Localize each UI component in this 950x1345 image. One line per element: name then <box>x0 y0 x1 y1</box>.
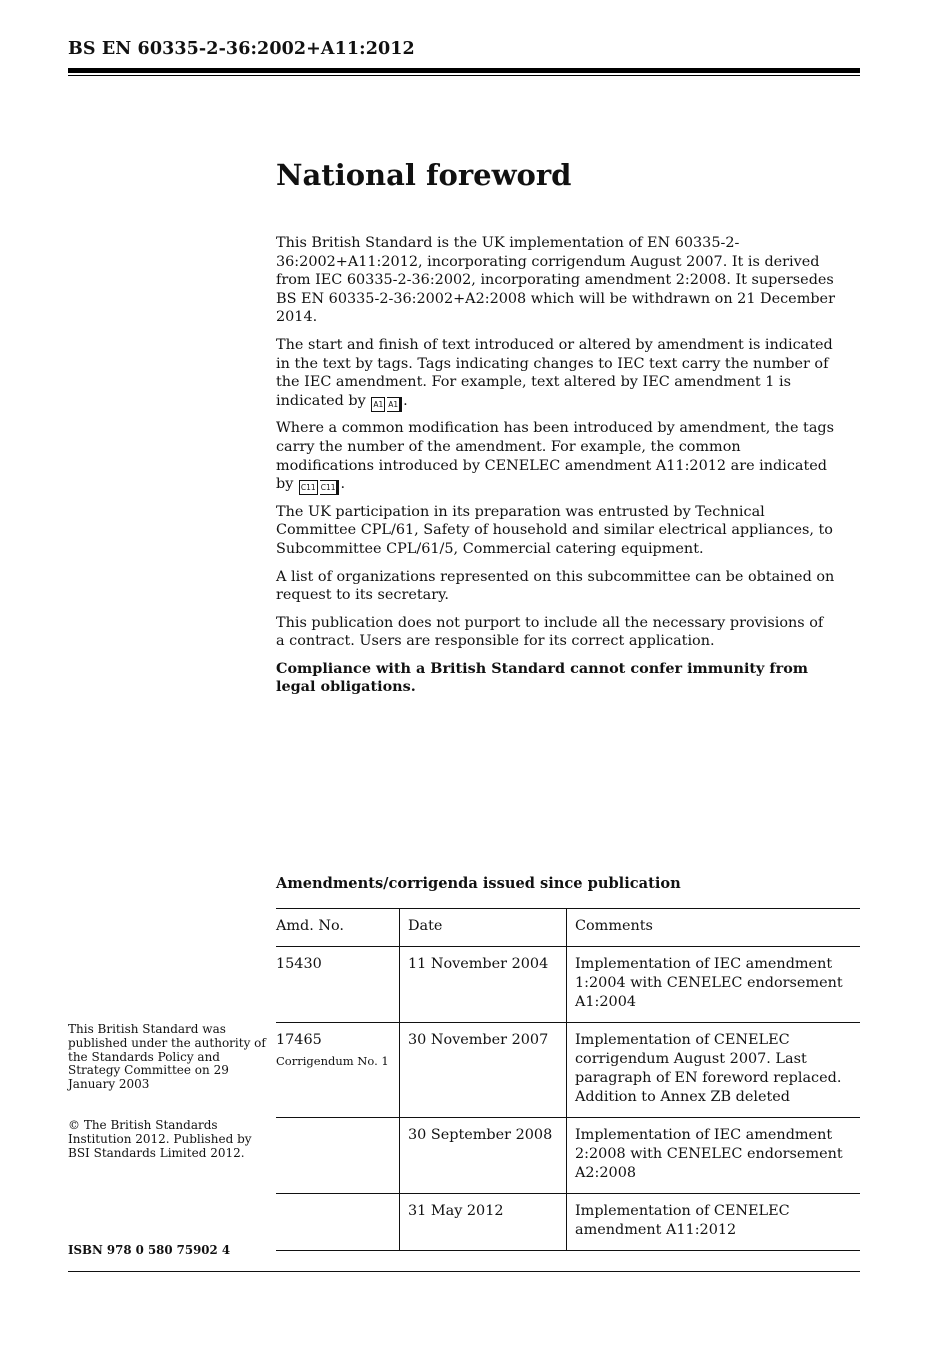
header-comments: Comments <box>567 909 861 947</box>
cell-date: 30 September 2008 <box>400 1118 567 1194</box>
table-header-row <box>276 909 860 947</box>
table-row <box>276 1194 860 1251</box>
paragraph-7-compliance: Compliance with a British Standard cannot confer immunity from legal obligations. <box>276 659 809 696</box>
paragraph-2-text: The start and finish of text introduced or altered by amendment is indicated in the text by tags. Tags indicating changes to IEC text carry the number of the IEC amendment. For example, text altered by IEC amendment 1 is indicated by <box>276 336 833 409</box>
cell-comments: Implementation of CENELEC amendment A11:2012 <box>567 1194 861 1251</box>
header-rule-thin <box>68 75 860 76</box>
standard-number-header: BS EN 60335-2-36:2002+A11:2012 <box>68 39 415 59</box>
cell-amd-no <box>276 1023 400 1118</box>
cell-date: 30 November 2007 <box>400 1023 567 1118</box>
start-tag-icon: A1 <box>371 397 385 412</box>
paragraph-6: This publication does not purport to include all the necessary provisions of a contract. Users are responsible for its correct application. <box>276 614 824 650</box>
cell-amd-no <box>276 947 400 1023</box>
table-row <box>276 1118 860 1194</box>
paragraph-3 <box>276 419 836 493</box>
end-tag-icon: A1 <box>387 397 402 412</box>
paragraph-3-text: Where a common modification has been introduced by amendment, the tags carry the number of the amendment. For example, the common modifications introduced by CENELEC amendment A11:2012 are indicated by <box>276 420 835 493</box>
amd-number: 15430 <box>276 956 322 972</box>
amendments-table <box>276 908 860 1251</box>
cell-comments: Implementation of IEC amendment 2:2008 with CENELEC endorsement A2:2008 <box>567 1118 861 1194</box>
paragraph-5: A list of organizations represented on this subcommittee can be obtained on request to its secretary. <box>276 568 835 604</box>
amd-number: 17465 <box>276 1032 322 1048</box>
header-rule-thick <box>68 68 860 73</box>
table-row <box>276 1023 860 1118</box>
amendments-caption: Amendments/corrigenda issued since publication <box>276 875 681 892</box>
foreword-body <box>276 234 836 706</box>
end-tag-icon: C11 <box>320 480 340 495</box>
cell-date: 31 May 2012 <box>400 1194 567 1251</box>
copyright-note: © The British Standards Institution 2012. Published by BSI Standards Limited 2012. <box>68 1118 252 1160</box>
paragraph-4: The UK participation in its preparation was entrusted by Technical Committee CPL/61, Safety of household and similar electrical appliances, to Subcommittee CPL/61/5, Commercial catering equipment. <box>276 503 833 557</box>
cell-comments: Implementation of CENELEC corrigendum August 2007. Last paragraph of EN foreword replaced. Addition to Annex ZB deleted <box>567 1023 861 1118</box>
cell-date: 11 November 2004 <box>400 947 567 1023</box>
header-amd-no: Amd. No. <box>276 909 400 947</box>
paragraph-3-end: . <box>340 476 346 493</box>
cell-comments: Implementation of IEC amendment 1:2004 with CENELEC endorsement A1:2004 <box>567 947 861 1023</box>
publication-note: This British Standard was published under the authority of the Standards Policy and Strategy Committee on 29 January 2003 <box>68 1022 266 1092</box>
page-title: National foreword <box>276 158 572 192</box>
header-date: Date <box>400 909 567 947</box>
paragraph-2-end: . <box>403 392 408 409</box>
cell-amd-no <box>276 1118 400 1194</box>
paragraph-1: This British Standard is the UK implementation of EN 60335-2-36:2002+A11:2012, incorporating corrigendum August 2007. It is derived from IEC 60335-2-36:2002, incorporating amendment 2:2008. It supersedes BS EN 60335-2-36:2002+A2:2008 which will be withdrawn on 21 December 2014. <box>276 235 835 326</box>
table-row <box>276 947 860 1023</box>
paragraph-2 <box>276 336 836 410</box>
amd-note: Corrigendum No. 1 <box>276 1054 389 1068</box>
footer-rule <box>68 1271 860 1272</box>
isbn: ISBN 978 0 580 75902 4 <box>68 1243 231 1257</box>
cell-amd-no <box>276 1194 400 1251</box>
start-tag-icon: C11 <box>299 480 318 495</box>
